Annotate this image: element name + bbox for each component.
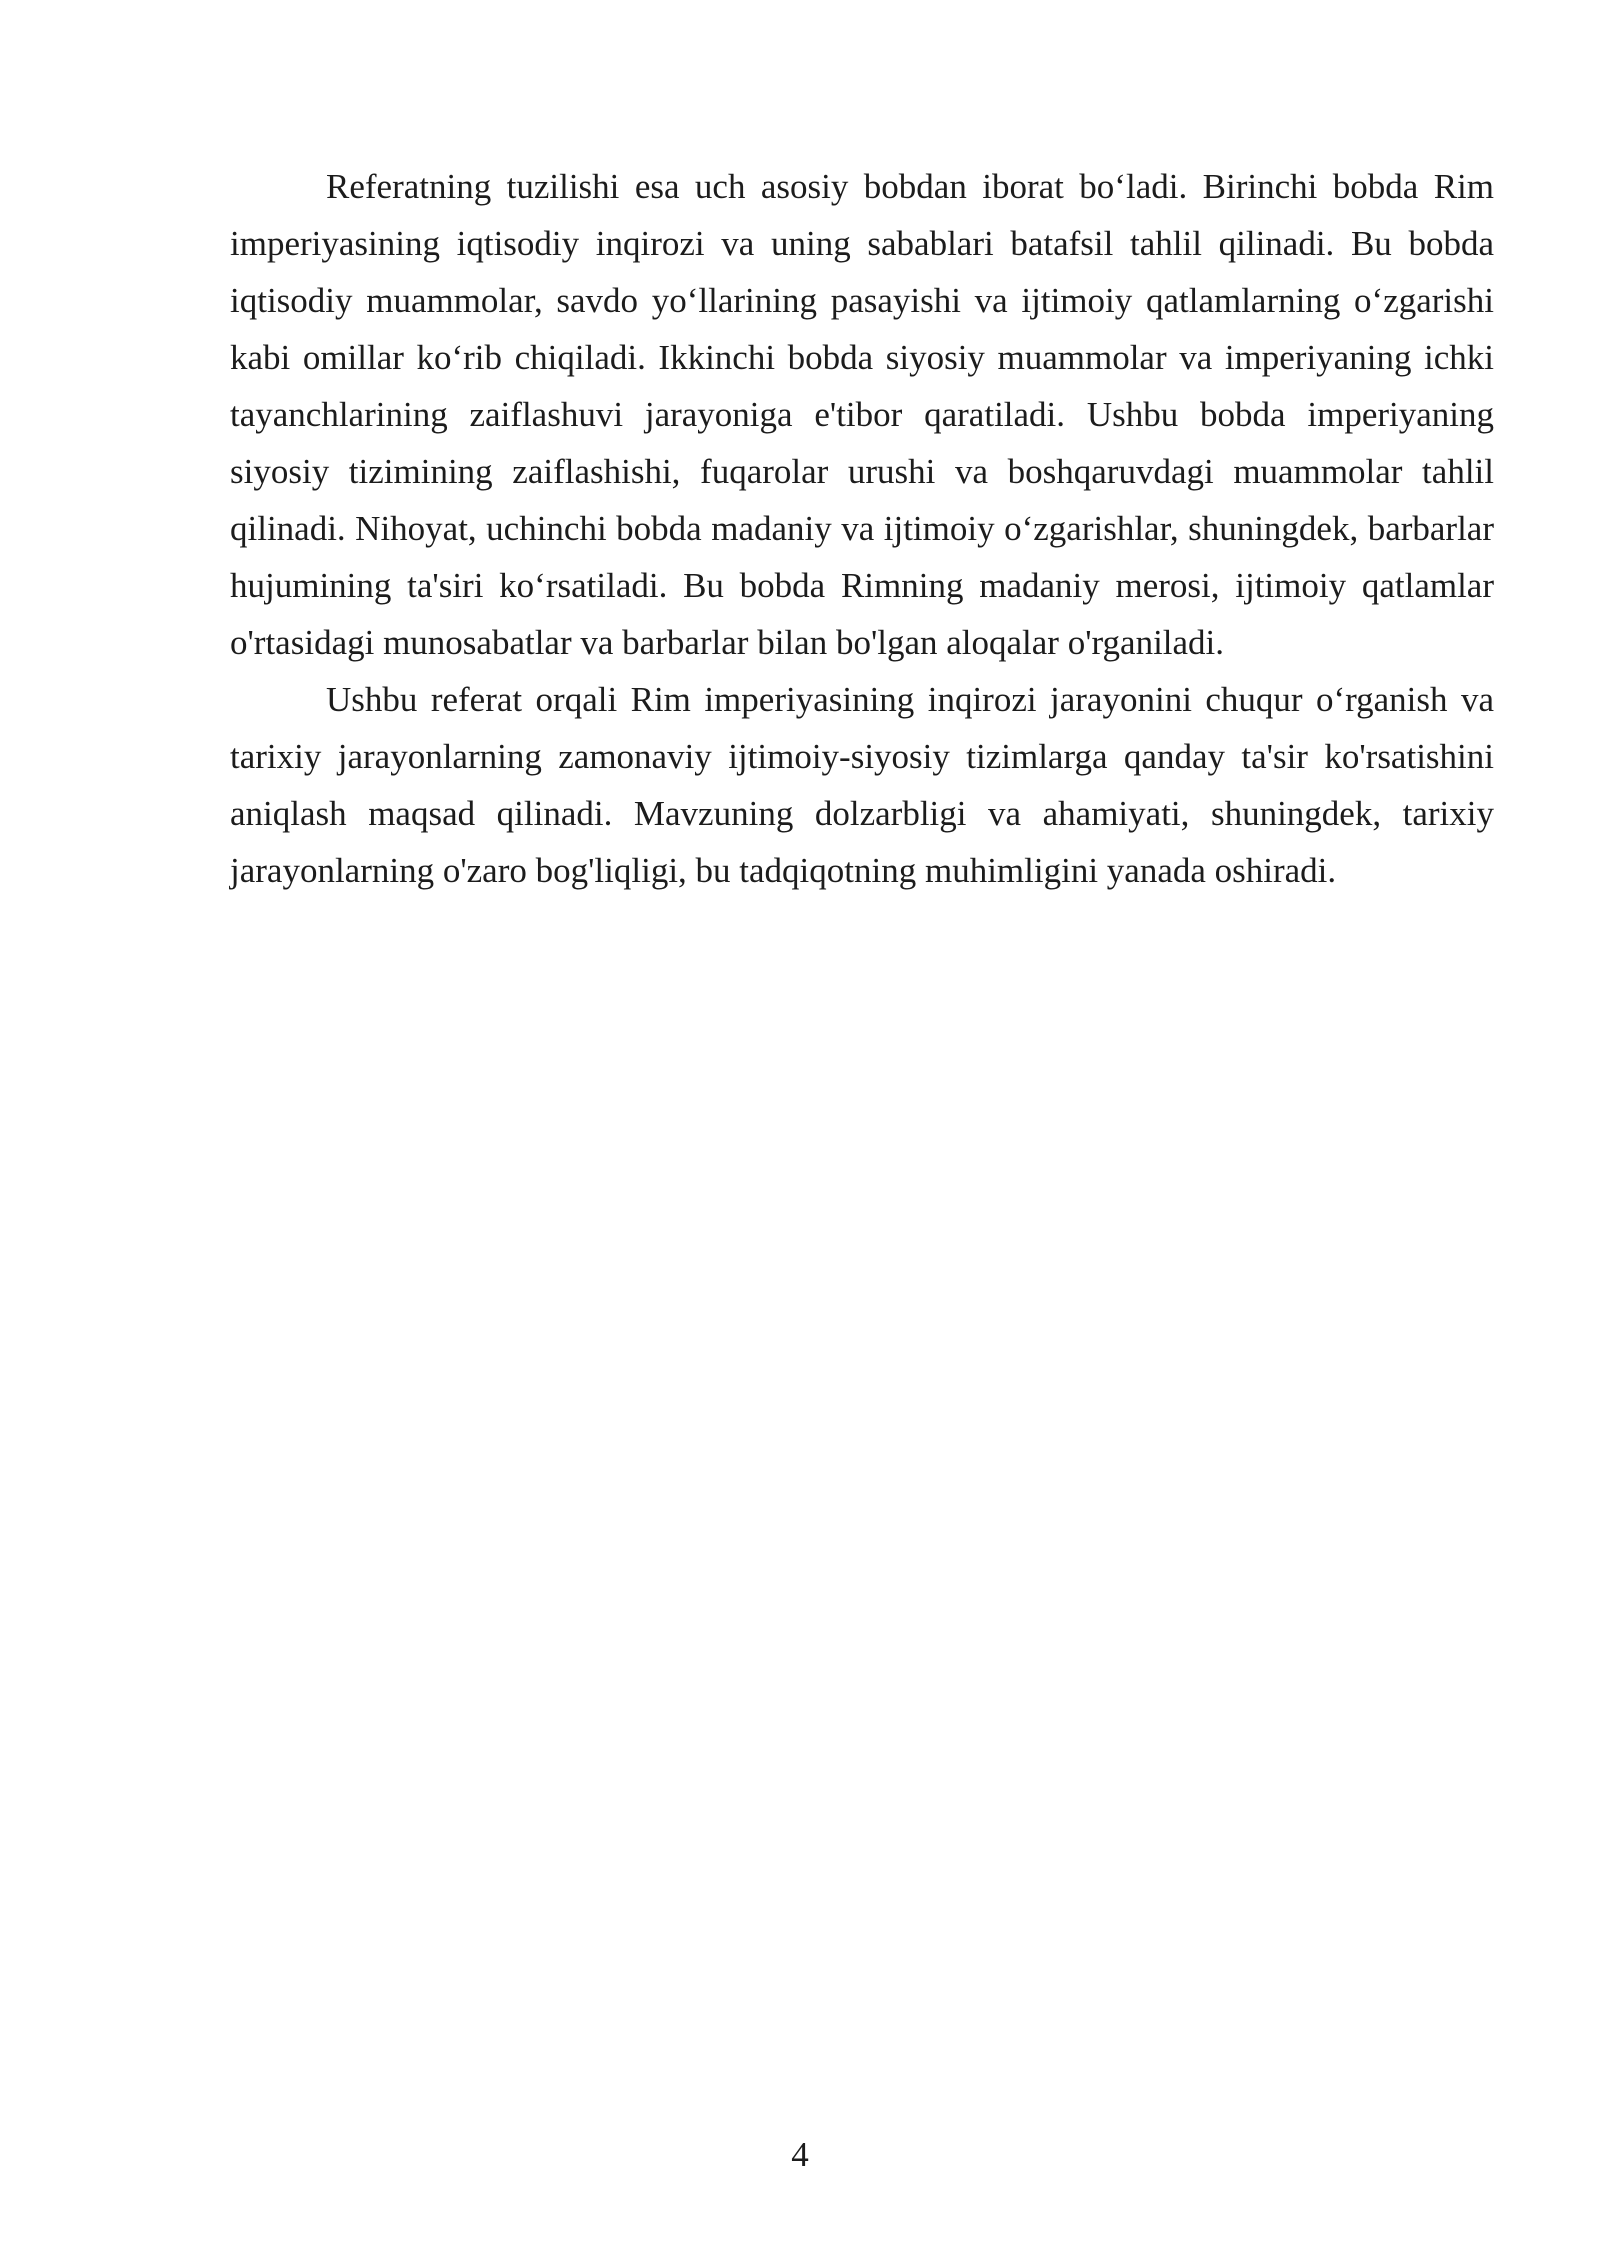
paragraph-2: Ushbu referat orqali Rim imperiyasining inqirozi jarayonini chuqur o‘rganish va tarixiy jarayonlarning zamonaviy ijtimoiy-siyosiy tizimlarga qanday ta'sir ko'rsatishini aniqlash maqsad qilinadi. Mavzuning dolzarbligi va ahamiyati, shuningdek, tarixiy jarayonlarning o'zaro bog'liqligi, bu tadqiqotning muhimligini yanada oshiradi. bbox=[230, 680, 1494, 890]
page-number: 4 bbox=[791, 2135, 809, 2174]
body-text bbox=[230, 158, 1494, 899]
paragraph-1: Referatning tuzilishi esa uch asosiy bobdan iborat bo‘ladi. Birinchi bobda Rim imperiyasining iqtisodiy inqirozi va uning sabablari batafsil tahlil qilinadi. Bu bobda iqtisodiy muammolar, savdo yo‘llarining pasayishi va ijtimoiy qatlamlarning o‘zgarishi kabi omillar ko‘rib chiqiladi. Ikkinchi bobda siyosiy muammolar va imperiyaning ichki tayanchlarining zaiflashuvi jarayoniga e'tibor qaratiladi. Ushbu bobda imperiyaning siyosiy tizimining zaiflashishi, fuqarolar urushi va boshqaruvdagi muammolar tahlil qilinadi. Nihoyat, uchinchi bobda madaniy va ijtimoiy o‘zgarishlar, shuningdek, barbarlar hujumining ta'siri ko‘rsatiladi. Bu bobda Rimning madaniy merosi, ijtimoiy qatlamlar o'rtasidagi munosabatlar va barbarlar bilan bo'lgan aloqalar o'rganiladi. bbox=[230, 167, 1494, 662]
